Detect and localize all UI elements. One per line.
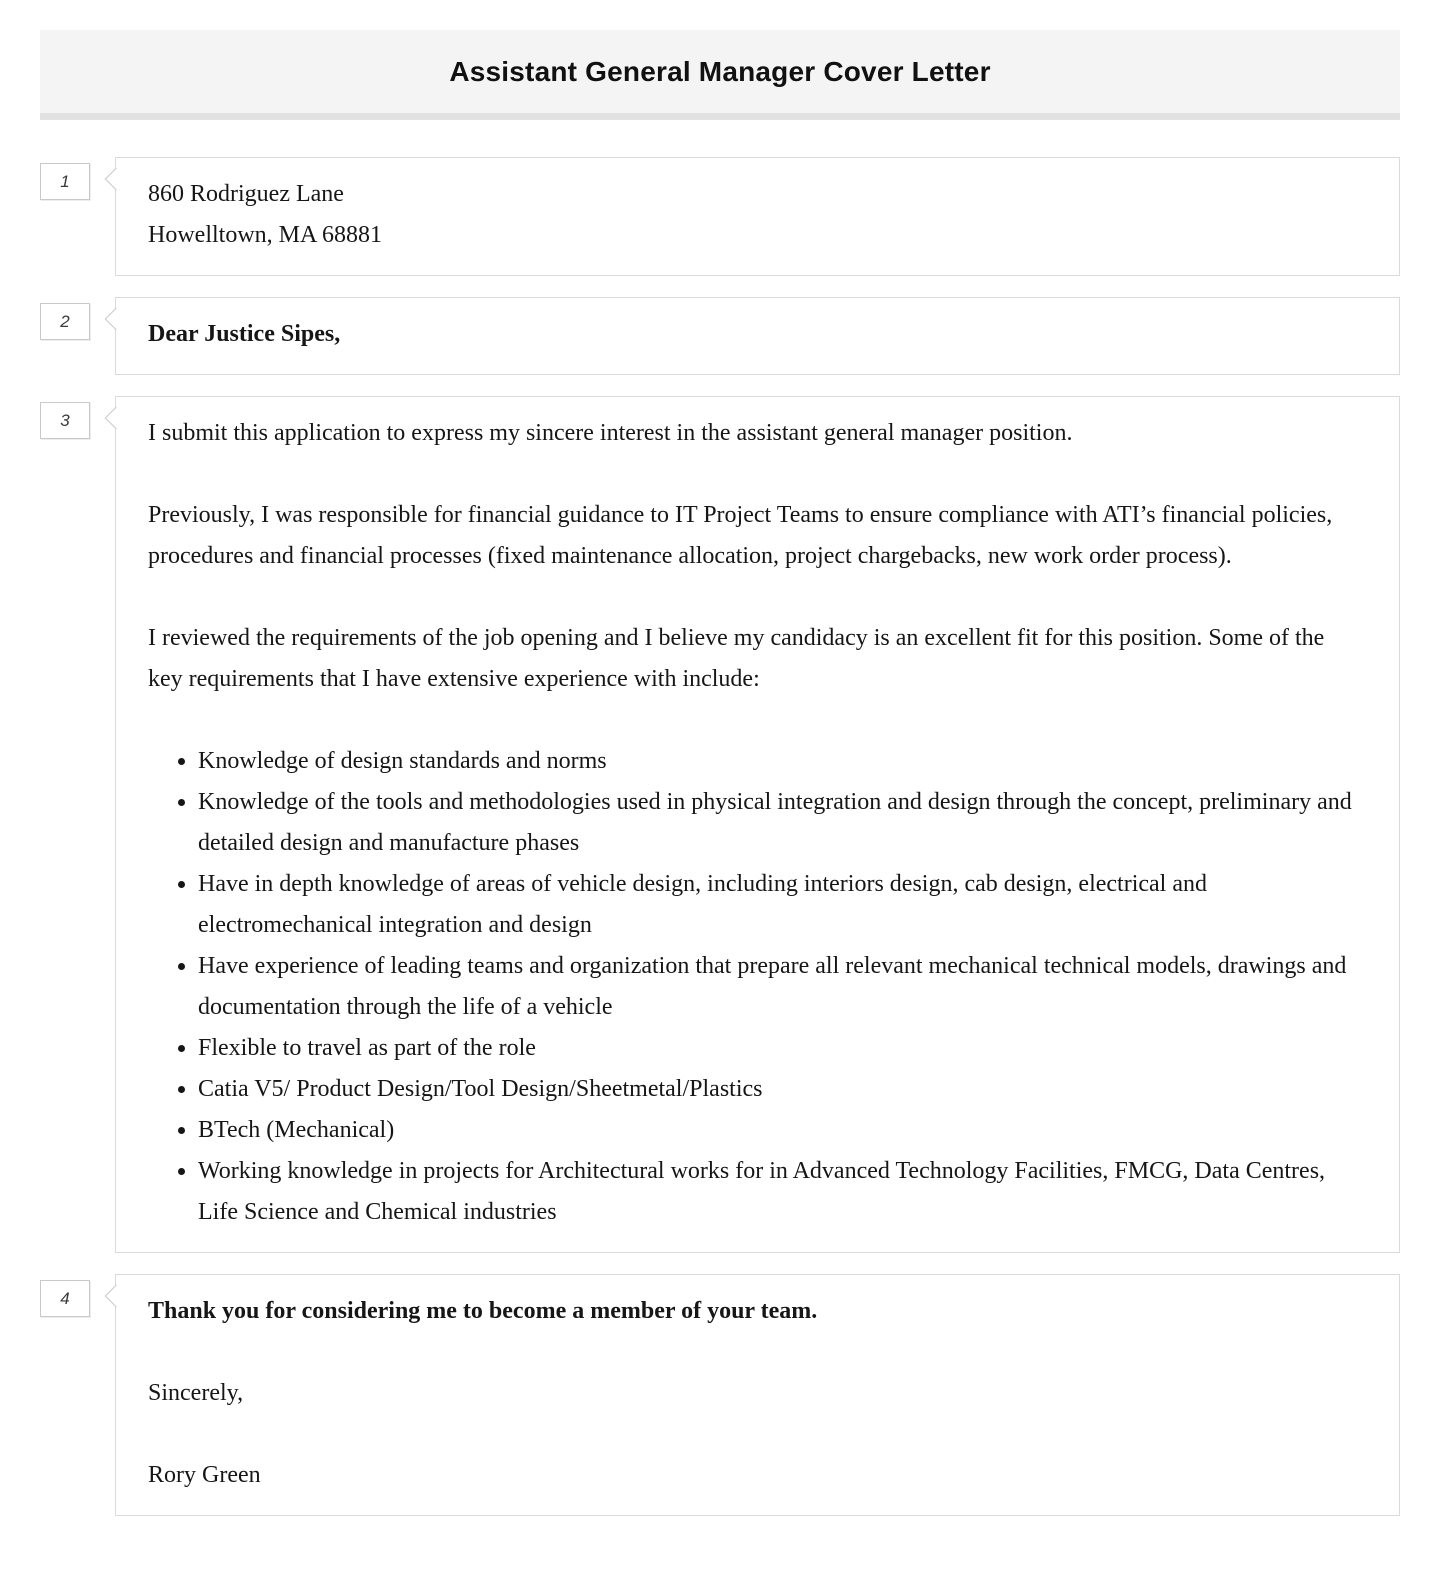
salutation-text: Dear Justice Sipes, — [148, 321, 341, 347]
requirement-item: • Flexible to travel as part of the role — [198, 1028, 1361, 1069]
closing-box — [115, 1274, 1400, 1516]
section-closing — [40, 1274, 1400, 1516]
section-number-badge-4 — [40, 1280, 90, 1317]
closing-text: Sincerely, — [148, 1380, 244, 1406]
requirement-item: • Knowledge of the tools and methodologies used in physical integration and design through the concept, preliminary and detailed design and manufacture phases — [198, 782, 1361, 864]
section-number-label: 2 — [60, 311, 70, 331]
section-number-column — [40, 396, 115, 1253]
section-number-label: 4 — [60, 1288, 70, 1308]
signature-text: Rory Green — [148, 1462, 261, 1488]
requirement-item: • Working knowledge in projects for Architectural works for in Advanced Technology Facilities, FMCG, Data Centres, Life Science and Chemical industries — [198, 1151, 1361, 1233]
body-box — [115, 396, 1400, 1253]
section-number-column — [40, 297, 115, 375]
address-line-2: Howelltown, MA 68881 — [148, 222, 382, 248]
page-header — [40, 30, 1400, 120]
section-sender-address — [40, 157, 1400, 276]
section-number-badge-2 — [40, 303, 90, 340]
salutation-box — [115, 297, 1400, 375]
requirement-item: • Have in depth knowledge of areas of vehicle design, including interiors design, cab design, electrical and electromechanical integration and design — [198, 864, 1361, 946]
body-paragraph-1: I submit this application to express my sincere interest in the assistant general manager position. — [148, 420, 1073, 446]
section-number-badge-1 — [40, 163, 90, 200]
page-title: Assistant General Manager Cover Letter — [449, 55, 991, 87]
body-paragraph-2: Previously, I was responsible for financial guidance to IT Project Teams to ensure compliance with ATI’s financial policies, procedures and financial processes (fixed maintenance allocation, project chargebacks, new work order process). — [148, 502, 1333, 569]
section-number-label: 3 — [60, 410, 70, 430]
address-line-1: 860 Rodriguez Lane — [148, 181, 344, 207]
requirements-list — [148, 741, 1361, 1233]
section-body — [40, 396, 1400, 1253]
requirement-item: • Knowledge of design standards and norms — [198, 741, 1361, 782]
sender-address-box — [115, 157, 1400, 276]
body-paragraph-3: I reviewed the requirements of the job opening and I believe my candidacy is an excellent fit for this position. Some of the key requirements that I have extensive experience with include: — [148, 625, 1325, 692]
section-number-label: 1 — [60, 171, 70, 191]
requirement-item: • Have experience of leading teams and organization that prepare all relevant mechanical technical models, drawings and documentation through the life of a vehicle — [198, 946, 1361, 1028]
section-salutation — [40, 297, 1400, 375]
section-number-column — [40, 1274, 115, 1516]
requirement-item: • Catia V5/ Product Design/Tool Design/Sheetmetal/Plastics — [198, 1069, 1361, 1110]
thank-you-text: Thank you for considering me to become a member of your team. — [148, 1298, 818, 1324]
section-number-badge-3 — [40, 402, 90, 439]
requirement-item: • BTech (Mechanical) — [198, 1110, 1361, 1151]
section-number-column — [40, 157, 115, 276]
